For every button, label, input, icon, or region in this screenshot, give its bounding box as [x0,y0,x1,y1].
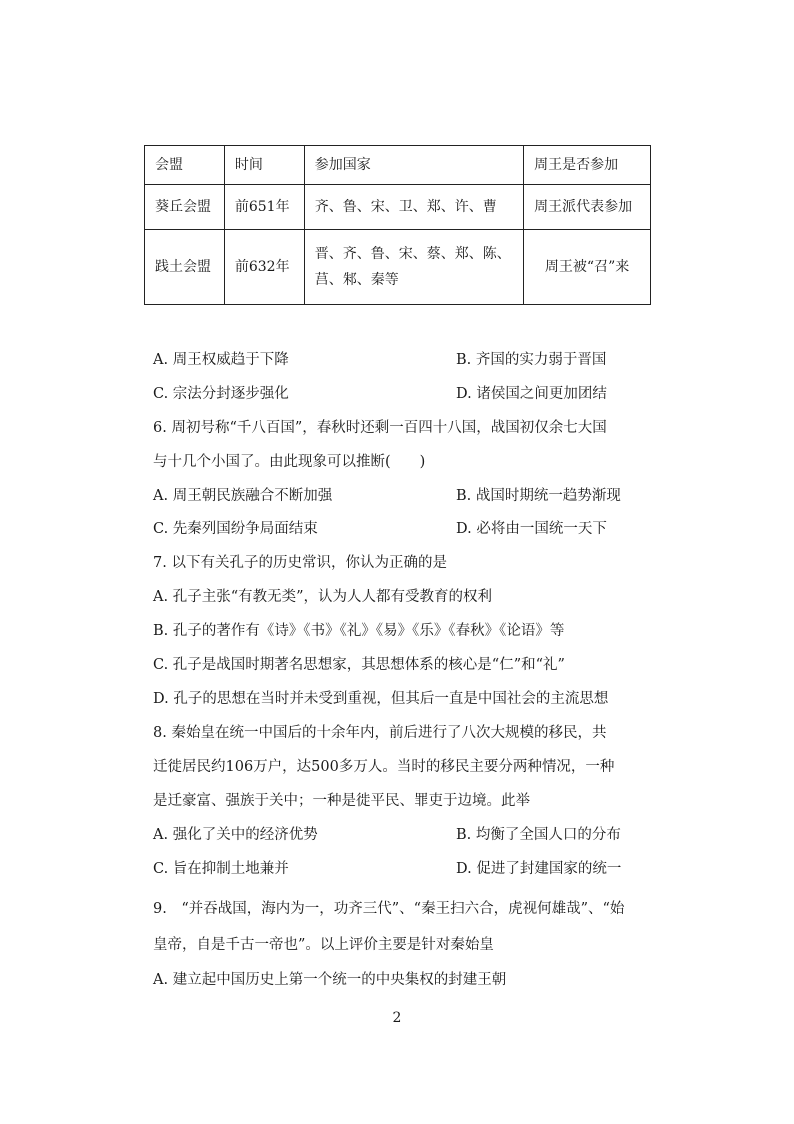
q8-stem-line-3: 是迁豪富、强族于关中；一种是徙平民、罪吏于边境。此举 [153,793,530,809]
q9-stem-line-2: 皇帝，自是千古一帝也”。以上评价主要是针对秦始皇 [153,937,494,953]
page-number: 2 [392,1010,402,1026]
q8-option-b: B. 均衡了全国人口的分布 [456,827,621,843]
table-cell: 前651年 [224,185,304,230]
q7-option-b: B. 孔子的著作有《诗》《书》《礼》《易》《乐》《春秋》《论语》等 [153,623,565,639]
q7-stem: 7. 以下有关孔子的历史常识，你认为正确的是 [153,555,447,571]
table-cell: 前632年 [224,230,304,305]
q7-option-a: A. 孔子主张“有教无类”，认为人人都有受教育的权利 [153,589,493,605]
q5-option-d: D. 诸侯国之间更加团结 [456,386,607,402]
q8-stem-line-1: 8. 秦始皇在统一中国后的十余年内，前后进行了八次大规模的移民，共 [153,725,607,741]
q6-option-d: D. 必将由一国统一天下 [456,521,607,537]
q7-option-d: D. 孔子的思想在当时并未受到重视，但其后一直是中国社会的主流思想 [153,691,609,707]
alliance-table [144,145,651,305]
table-cell: 践土会盟 [145,230,225,305]
q6-option-c: C. 先秦列国纷争局面结束 [153,521,318,537]
q8-option-c: C. 旨在抑制土地兼并 [153,861,289,877]
q5-option-b: B. 齐国的实力弱于晋国 [456,352,607,368]
table-header-cell: 参加国家 [304,146,523,185]
q8-option-a: A. 强化了关中的经济优势 [153,827,318,843]
q7-option-c: C. 孔子是战国时期著名思想家，其思想体系的核心是“仁”和“礼” [153,657,565,673]
table-header-cell: 周王是否参加 [524,146,651,185]
table-cell: 齐、鲁、宋、卫、郑、许、曹 [304,185,523,230]
q8-stem-line-2: 迁徙居民约106万户，达500多万人。当时的移民主要分两种情况，一种 [153,759,615,775]
table-cell: 周王被“召”来 [524,230,651,305]
q5-option-c: C. 宗法分封逐步强化 [153,386,289,402]
q9-stem-line-1: 9. “并吞战国，海内为一，功齐三代”、“秦王扫六合，虎视何雄哉”、“始 [153,901,625,917]
table-cell: 晋、齐、鲁、宋、蔡、郑、陈、莒、邾、秦等 [304,230,523,305]
table-cell: 周王派代表参加 [524,185,651,230]
q6-option-b: B. 战国时期统一趋势渐现 [456,488,621,504]
q9-option-a: A. 建立起中国历史上第一个统一的中央集权的封建王朝 [153,972,507,988]
table-cell: 葵丘会盟 [145,185,225,230]
table-header-cell: 时间 [224,146,304,185]
table-header-cell: 会盟 [145,146,225,185]
q6-stem-line-2: 与十几个小国了。由此现象可以推断( ) [153,454,426,470]
q8-option-d: D. 促进了封建国家的统一 [456,861,622,877]
q5-option-a: A. 周王权威趋于下降 [153,352,289,368]
q6-stem-line-1: 6. 周初号称“千八百国”，春秋时还剩一百四十八国，战国初仅余七大国 [153,420,607,436]
table-row [145,230,651,305]
q6-option-a: A. 周王朝民族融合不断加强 [153,488,333,504]
table-row [145,185,651,230]
table-header-row [145,146,651,185]
